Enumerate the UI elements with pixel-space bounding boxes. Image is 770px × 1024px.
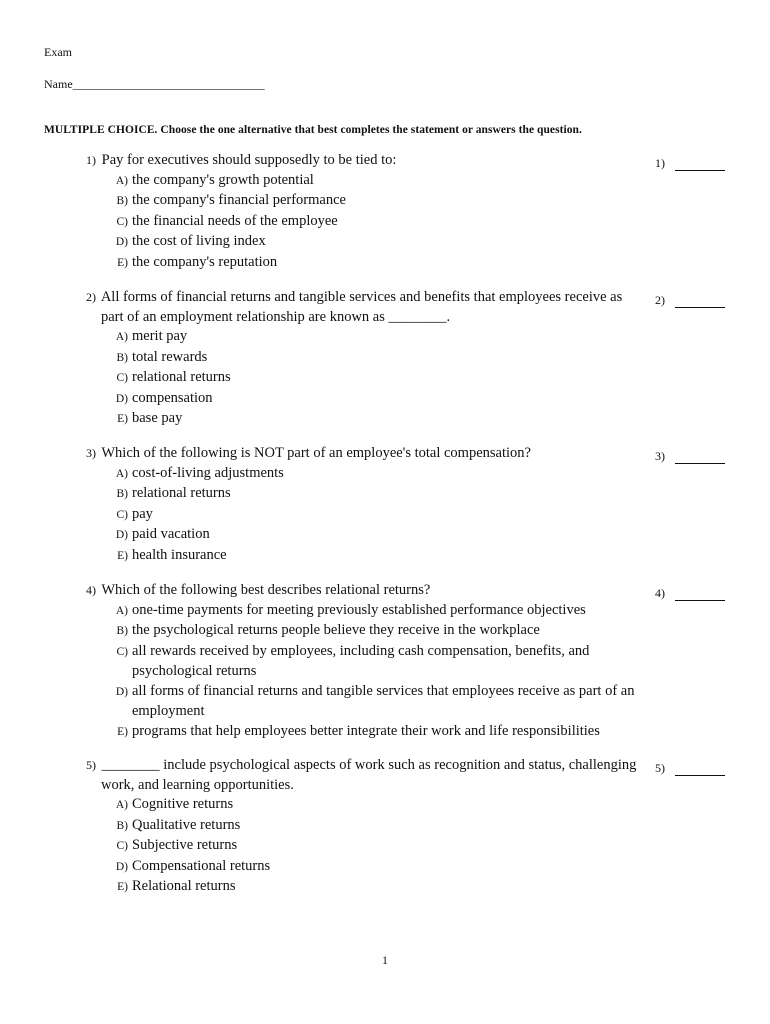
answer-slot-1 xyxy=(655,156,725,171)
option-text: compensation xyxy=(132,389,213,406)
option-letter: A) xyxy=(115,467,128,480)
option-d[interactable] xyxy=(112,525,646,546)
question-text: ________ include psychological aspects of work such as recognition and status, challenging work, and learning opportunities. xyxy=(101,757,637,793)
answer-slot-4 xyxy=(655,586,725,601)
option-letter: A) xyxy=(115,604,128,617)
question-3 xyxy=(86,444,646,566)
option-letter: C) xyxy=(116,645,128,658)
option-text: the financial needs of the employee xyxy=(132,212,338,229)
option-c[interactable] xyxy=(112,505,646,526)
option-letter: B) xyxy=(116,488,128,500)
option-list xyxy=(112,601,646,743)
option-text: the company's growth potential xyxy=(132,171,314,188)
option-text: all rewards received by employees, including cash compensation, benefits, and psychological returns xyxy=(132,642,590,679)
answer-slot-2 xyxy=(655,293,725,308)
option-letter: B) xyxy=(116,625,128,637)
answer-number: 3) xyxy=(655,449,665,463)
option-text: the company's reputation xyxy=(132,253,278,270)
answer-blank[interactable] xyxy=(675,588,725,601)
option-letter: D) xyxy=(115,236,128,248)
question-text: Which of the following best describes relational returns? xyxy=(101,582,431,598)
answer-slot-3 xyxy=(655,449,725,464)
answer-blank[interactable] xyxy=(675,158,725,171)
option-text: pay xyxy=(132,505,153,522)
option-letter: A) xyxy=(115,174,128,187)
option-b[interactable] xyxy=(112,484,646,505)
option-text: base pay xyxy=(132,410,183,426)
answer-number: 4) xyxy=(655,586,665,600)
option-text: Relational returns xyxy=(132,878,236,894)
option-text: Compensational returns xyxy=(132,857,271,874)
option-text: relational returns xyxy=(132,485,231,501)
option-letter: E) xyxy=(117,413,128,425)
question-5 xyxy=(86,756,646,898)
question-number: 1) xyxy=(86,153,96,167)
option-c[interactable] xyxy=(112,642,646,682)
option-text: Subjective returns xyxy=(132,837,238,853)
option-text: Cognitive returns xyxy=(132,796,234,812)
question-number: 2) xyxy=(86,290,96,304)
option-letter: E) xyxy=(117,256,128,269)
option-letter: E) xyxy=(117,881,128,893)
option-list xyxy=(112,795,646,898)
question-number: 4) xyxy=(86,583,96,597)
option-letter: A) xyxy=(115,799,128,811)
answer-blank[interactable] xyxy=(675,451,725,464)
question-text: All forms of financial returns and tangible services and benefits that employees receive as part of an employment relationship are known as ________. xyxy=(100,289,623,325)
option-text: paid vacation xyxy=(132,526,210,542)
option-text: cost-of-living adjustments xyxy=(132,464,284,481)
option-letter: D) xyxy=(115,392,128,405)
option-a[interactable] xyxy=(112,601,646,622)
question-2 xyxy=(86,288,646,430)
option-letter: C) xyxy=(116,372,128,384)
option-a[interactable] xyxy=(112,327,646,348)
option-e[interactable] xyxy=(112,877,646,898)
option-b[interactable] xyxy=(112,191,646,212)
section-instructions: MULTIPLE CHOICE. Choose the one alternative that best completes the statement or answers the question. xyxy=(44,124,582,136)
option-text: one-time payments for meeting previously established performance objectives xyxy=(132,601,586,618)
answer-slot-5 xyxy=(655,761,725,776)
option-d[interactable] xyxy=(112,389,646,410)
question-text: Which of the following is NOT part of an employee's total compensation? xyxy=(101,445,531,461)
option-e[interactable] xyxy=(112,253,646,274)
option-letter: C) xyxy=(116,840,128,852)
option-letter: D) xyxy=(115,860,128,873)
option-text: all forms of financial returns and tangible services that employees receive as part of an employment xyxy=(132,682,635,719)
option-letter: A) xyxy=(115,331,128,343)
option-e[interactable] xyxy=(112,722,646,743)
option-a[interactable] xyxy=(112,464,646,485)
option-list xyxy=(112,327,646,430)
option-a[interactable] xyxy=(112,795,646,816)
question-stem xyxy=(86,288,646,327)
question-number: 3) xyxy=(86,446,96,460)
option-text: merit pay xyxy=(132,328,188,344)
exam-title: Exam xyxy=(44,45,72,59)
option-b[interactable] xyxy=(112,348,646,369)
option-e[interactable] xyxy=(112,409,646,430)
option-a[interactable] xyxy=(112,171,646,192)
option-text: the company's financial performance xyxy=(132,192,346,208)
option-letter: D) xyxy=(115,529,128,541)
answer-blank[interactable] xyxy=(675,295,725,308)
option-text: the cost of living index xyxy=(132,233,266,249)
page-number: 1 xyxy=(382,953,388,967)
option-letter: C) xyxy=(116,215,128,228)
option-d[interactable] xyxy=(112,232,646,253)
option-letter: B) xyxy=(116,195,128,207)
question-text: Pay for executives should supposedly to be tied to: xyxy=(101,152,397,168)
option-text: Qualitative returns xyxy=(132,816,241,833)
option-text: relational returns xyxy=(132,369,231,385)
answer-number: 5) xyxy=(655,761,665,775)
option-b[interactable] xyxy=(112,816,646,837)
question-stem xyxy=(86,444,646,464)
option-b[interactable] xyxy=(112,621,646,642)
question-stem xyxy=(86,581,646,601)
answer-number: 1) xyxy=(655,156,665,170)
option-d[interactable] xyxy=(112,682,646,722)
option-letter: B) xyxy=(116,819,128,832)
option-c[interactable] xyxy=(112,212,646,233)
question-1 xyxy=(86,151,646,273)
option-list xyxy=(112,171,646,274)
option-c[interactable] xyxy=(112,836,646,857)
option-letter: D) xyxy=(115,685,128,698)
option-text: health insurance xyxy=(132,546,227,563)
question-stem xyxy=(86,756,646,795)
question-number: 5) xyxy=(86,758,96,772)
option-text: total rewards xyxy=(132,348,208,365)
option-list xyxy=(112,464,646,567)
option-e[interactable] xyxy=(112,546,646,567)
option-text: programs that help employees better integrate their work and life responsibilities xyxy=(132,722,600,739)
question-4 xyxy=(86,581,646,742)
answer-number: 2) xyxy=(655,293,665,307)
option-letter: B) xyxy=(116,351,128,364)
option-letter: C) xyxy=(116,508,128,521)
option-letter: E) xyxy=(117,549,128,562)
option-letter: E) xyxy=(117,725,128,738)
option-c[interactable] xyxy=(112,368,646,389)
question-stem xyxy=(86,151,646,171)
name-field-label: Name________________________________ xyxy=(44,77,265,91)
answer-blank[interactable] xyxy=(675,763,725,776)
option-d[interactable] xyxy=(112,857,646,878)
option-text: the psychological returns people believe they receive in the workplace xyxy=(132,622,540,638)
